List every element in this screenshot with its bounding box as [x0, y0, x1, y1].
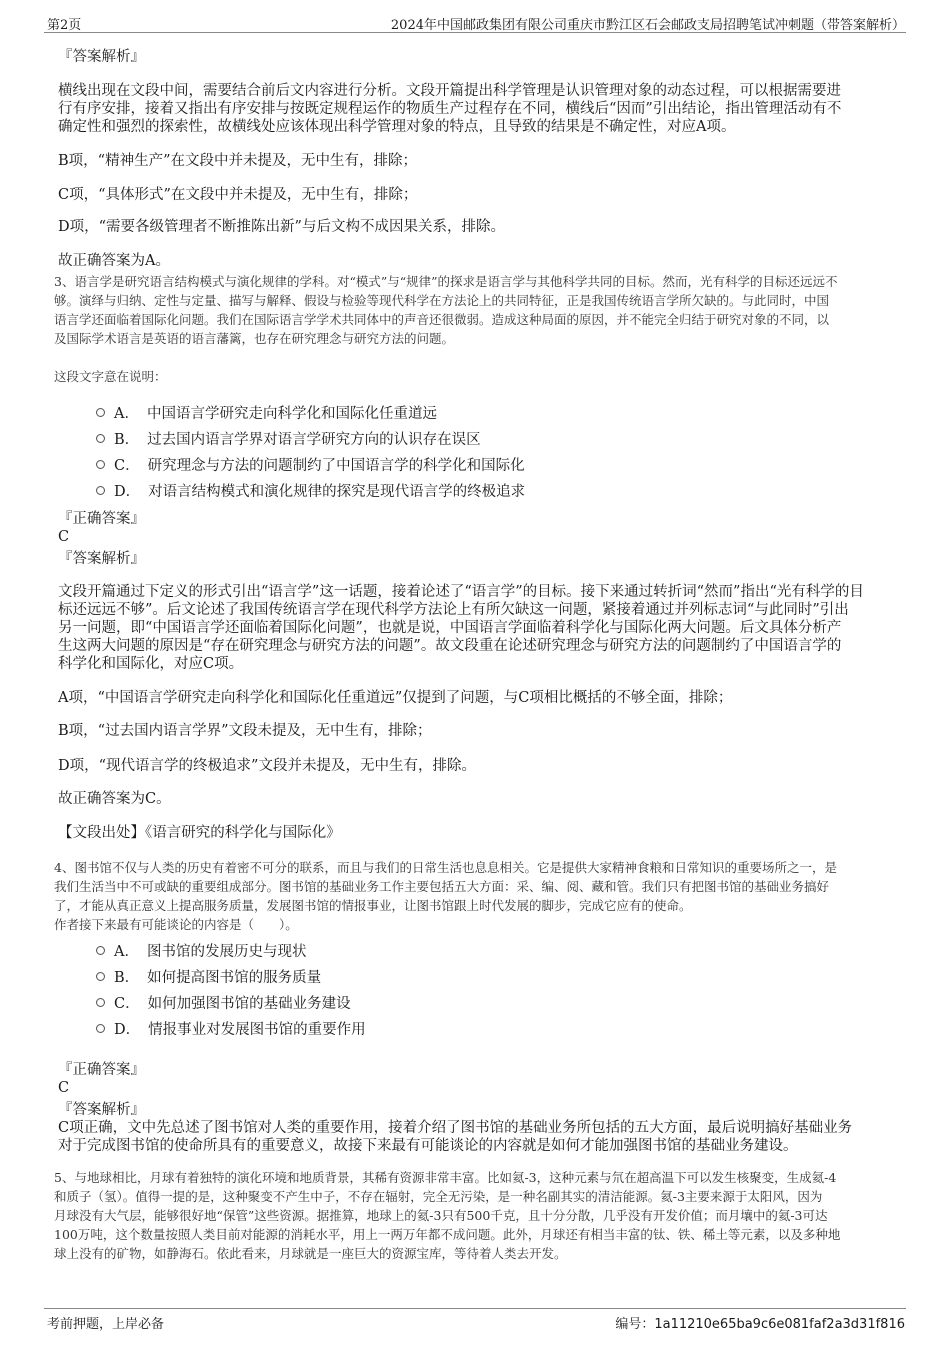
- footer-slogan: 考前押题，上岸必备: [47, 1317, 165, 1332]
- option-text: 中国语言学研究走向科学化和国际化任重道远: [146, 405, 437, 422]
- option-letter: A．: [114, 943, 139, 960]
- document-title: 2024年中国邮政集团有限公司重庆市黔江区石会邮政支局招聘笔试冲刺题（带答案解析）: [390, 18, 905, 33]
- passage-source: 【文段出处】《语言研究的科学化与国际化》: [58, 825, 341, 841]
- q3-option-b[interactable]: [96, 428, 481, 448]
- option-text: 过去国内语言学界对语言学研究方向的认识存在误区: [147, 431, 481, 448]
- radio-icon[interactable]: [96, 408, 105, 417]
- analysis-line: 行有序安排，接着又指出有序安排与按既定规程运作的物质生产过程存在不同，横线后“因而”引出结论，指出管理活动有不: [58, 101, 842, 117]
- option-text: 如何加强图书馆的基础业务建设: [147, 995, 351, 1012]
- correct-answer-label: 『正确答案』: [58, 511, 145, 527]
- final-answer: 故正确答案为A。: [58, 253, 170, 269]
- option-letter: C．: [114, 995, 140, 1012]
- option-a-analysis: A项，“中国语言学研究走向科学化和国际化任重道远”仅提到了问题，与C项相比概括的不够全面，排除；: [58, 690, 733, 706]
- option-b-analysis: B项，“过去国内语言学界”文段未提及，无中生有，排除；: [58, 723, 432, 739]
- q3-option-c[interactable]: [96, 454, 525, 474]
- analysis-line: 科学化和国际化，对应C项。: [58, 656, 244, 672]
- question-line: 我们生活当中不可或缺的重要组成部分。图书馆的基础业务工作主要包括五大方面：采、编、阅、藏和管。我们只有把图书馆的基础业务搞好: [54, 879, 830, 894]
- question-3-prompt: 这段文字意在说明：: [54, 369, 167, 384]
- analysis-line: 对于完成图书馆的使命所具有的重要意义，故接下来最有可能谈论的内容就是如何才能加强图书馆的基础业务建设。: [58, 1138, 798, 1154]
- option-letter: D．: [114, 1021, 141, 1038]
- analysis-line: 文段开篇通过下定义的形式引出“语言学”这一话题，接着论述了“语言学”的目标。接下来通过转折词“然而”指出“光有科学的目: [58, 584, 864, 600]
- analysis-label: 『答案解析』: [58, 1102, 145, 1118]
- analysis-line: 生这两大问题的原因是“存在研究理念与研究方法的问题”。故文段重在论述研究理念与研究方法的问题制约了中国语言学的: [58, 638, 842, 654]
- question-line: 和质子（氢）。值得一提的是，这种聚变不产生中子，不存在辐射，完全无污染，是一种名副其实的清洁能源。氦-3主要来源于太阳风，因为: [54, 1189, 823, 1204]
- question-line: 了，才能从真正意义上提高服务质量，发展图书馆的情报事业，让图书馆跟上时代发展的脚步，完成它应有的使命。: [54, 898, 692, 913]
- question-line: 够。演绎与归纳、定性与定量、描写与解释、假设与检验等现代科学在方法论上的共同特征，正是我国传统语言学所欠缺的。与此同时，中国: [54, 293, 830, 308]
- question-line: 3、语言学是研究语言结构模式与演化规律的学科。对“模式”与“规律”的探求是语言学与其他科学共同的目标。然而，光有科学的目标还远远不: [54, 274, 838, 289]
- header-divider: [44, 32, 906, 33]
- footer-divider: [44, 1308, 906, 1309]
- analysis-paragraph: [58, 82, 898, 136]
- option-letter: C．: [114, 457, 140, 474]
- option-d-analysis: D项，“需要各级管理者不断推陈出新”与后文构不成因果关系，排除。: [58, 219, 505, 235]
- option-c-analysis: C项，“具体形式”在文段中并未提及，无中生有，排除；: [58, 187, 418, 203]
- question-line: 100万吨，这个数量按照人类目前对能源的消耗水平，用上一两万年都不成问题。此外，月球还有相当丰富的钛、铁、稀土等元素，以及多种地: [54, 1227, 841, 1242]
- radio-icon[interactable]: [96, 1024, 105, 1033]
- analysis-line: 确定性和强烈的探索性，故横线处应该体现出科学管理对象的特点，且导致的结果是不确定性，对应A项。: [58, 119, 736, 135]
- question-line: 4、图书馆不仅与人类的历史有着密不可分的联系，而且与我们的日常生活也息息相关。它是提供大家精神食粮和日常知识的重要场所之一，是: [54, 860, 837, 875]
- q4-option-b[interactable]: [96, 966, 321, 986]
- q3-option-d[interactable]: [96, 480, 525, 500]
- option-letter: B．: [114, 969, 140, 986]
- option-b-analysis: B项，“精神生产”在文段中并未提及，无中生有，排除；: [58, 153, 417, 169]
- final-answer: 故正确答案为C。: [58, 791, 171, 807]
- correct-answer: C: [58, 1080, 70, 1096]
- question-5-text: [54, 1168, 898, 1263]
- question-3-text: [54, 272, 898, 348]
- correct-answer-label: 『正确答案』: [58, 1062, 145, 1078]
- option-text: 对语言结构模式和演化规律的探究是现代语言学的终极追求: [148, 483, 526, 500]
- q3-option-a[interactable]: [96, 402, 437, 422]
- q4-option-c[interactable]: [96, 992, 351, 1012]
- q4-option-a[interactable]: [96, 940, 306, 960]
- question-line: 语言学还面临着国际化问题。我们在国际语言学学术共同体中的声音还很微弱。造成这种局面的原因，并不能完全归结于研究对象的不同，以: [54, 312, 830, 327]
- question-line: 球上没有的矿物，如静海石。依此看来，月球就是一座巨大的资源宝库，等待着人类去开发。: [54, 1246, 567, 1261]
- radio-icon[interactable]: [96, 946, 105, 955]
- q4-option-d[interactable]: [96, 1018, 366, 1038]
- analysis-line: 横线出现在文段中间，需要结合前后文内容进行分析。文段开篇提出科学管理是认识管理对象的动态过程，可以根据需要进: [58, 83, 841, 99]
- option-letter: A．: [114, 405, 139, 422]
- radio-icon[interactable]: [96, 434, 105, 443]
- radio-icon[interactable]: [96, 972, 105, 981]
- question-line: 月球没有大气层，能够很好地“保管”这些资源。据推算，地球上的氦-3只有500千克，且十分分散，几乎没有开发价值；而月壤中的氦-3可达: [54, 1208, 828, 1223]
- radio-icon[interactable]: [96, 486, 105, 495]
- document-id: 编号：1a11210e65ba9c6e081faf2a3d31f816: [615, 1317, 905, 1332]
- analysis-paragraph: [58, 1119, 898, 1155]
- option-d-analysis: D项，“现代语言学的终极追求”文段并未提及，无中生有，排除。: [58, 758, 476, 774]
- analysis-label: 『答案解析』: [58, 49, 145, 65]
- radio-icon[interactable]: [96, 998, 105, 1007]
- option-letter: D．: [114, 483, 141, 500]
- option-text: 图书馆的发展历史与现状: [146, 943, 307, 960]
- option-text: 研究理念与方法的问题制约了中国语言学的科学化和国际化: [147, 457, 525, 474]
- analysis-line: C项正确，文中先总述了图书馆对人类的重要作用，接着介绍了图书馆的基础业务所包括的五大方面，最后说明搞好基础业务: [58, 1120, 853, 1136]
- question-line: 作者接下来最有可能谈论的内容是（ ）。: [54, 917, 298, 932]
- analysis-paragraph: [58, 583, 898, 673]
- correct-answer: C: [58, 529, 70, 545]
- question-4-text: [54, 858, 898, 934]
- radio-icon[interactable]: [96, 460, 105, 469]
- question-line: 5、与地球相比，月球有着独特的演化环境和地质背景，其稀有资源非常丰富。比如氦-3，这种元素与氘在超高温下可以发生核聚变，生成氦-4: [54, 1170, 837, 1185]
- question-line: 及国际学术语言是英语的语言藩篱，也存在研究理念与研究方法的问题。: [54, 331, 455, 346]
- analysis-line: 另一问题，即“中国语言学还面临着国际化问题”，也就是说，中国语言学面临着科学化与国际化两大问题。后文具体分析产: [58, 620, 842, 636]
- option-text: 如何提高图书馆的服务质量: [147, 969, 322, 986]
- option-text: 情报事业对发展图书馆的重要作用: [148, 1021, 366, 1038]
- analysis-label: 『答案解析』: [58, 551, 145, 567]
- option-letter: B．: [114, 431, 140, 448]
- analysis-line: 标还远远不够”。后文论述了我国传统语言学在现代科学方法论上有所欠缺这一问题，紧接着通过并列标志词“与此同时”引出: [58, 602, 849, 618]
- page-number: 第2页: [47, 18, 82, 33]
